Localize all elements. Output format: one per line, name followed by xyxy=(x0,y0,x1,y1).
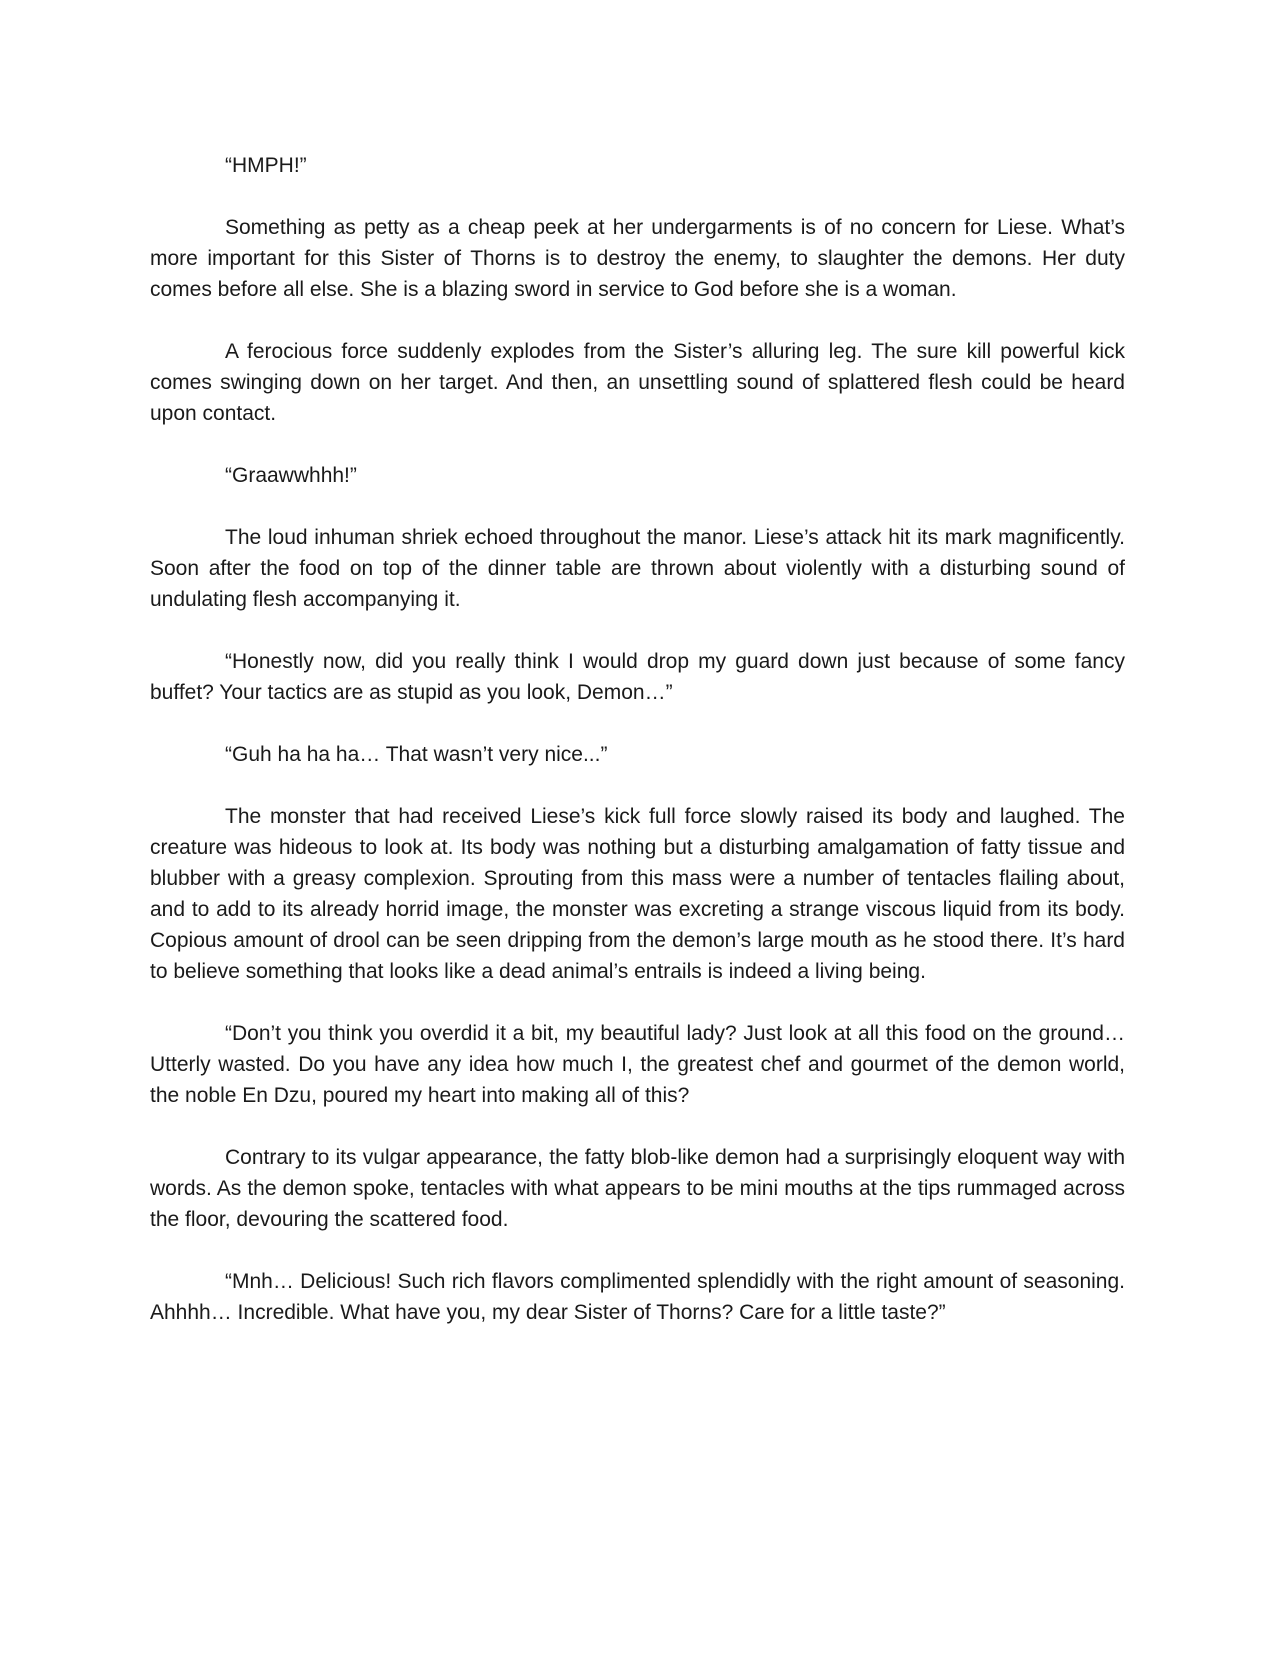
paragraph: Something as petty as a cheap peek at her undergarments is of no concern for Liese. What’s more important for this Sister of Thorns is to destroy the enemy, to slaughter the demons. Her duty comes before all else. She is a blazing sword in service to God before she is a woman. xyxy=(150,216,1125,301)
paragraph: The loud inhuman shriek echoed throughout the manor. Liese’s attack hit its mark magnificently. Soon after the food on top of the dinner table are thrown about violently with a disturbing sound of undulating flesh accompanying it. xyxy=(150,526,1125,611)
document-body xyxy=(150,150,1125,1328)
paragraph: “Don’t you think you overdid it a bit, my beautiful lady? Just look at all this food on the ground… Utterly wasted. Do you have any idea how much I, the greatest chef and gourmet of the demon world, the noble En Dzu, poured my heart into making all of this? xyxy=(150,1022,1125,1107)
paragraph: “Honestly now, did you really think I would drop my guard down just because of some fancy buffet? Your tactics are as stupid as you look, Demon…” xyxy=(150,650,1125,704)
paragraph: Contrary to its vulgar appearance, the fatty blob-like demon had a surprisingly eloquent way with words. As the demon spoke, tentacles with what appears to be mini mouths at the tips rummaged across the floor, devouring the scattered food. xyxy=(150,1146,1125,1231)
paragraph: “Mnh… Delicious! Such rich flavors complimented splendidly with the right amount of seasoning. Ahhhh… Incredible. What have you, my dear Sister of Thorns? Care for a little taste?” xyxy=(150,1270,1125,1324)
paragraph: “Graawwhhh!” xyxy=(225,464,357,487)
paragraph: “HMPH!” xyxy=(225,154,307,177)
paragraph: A ferocious force suddenly explodes from the Sister’s alluring leg. The sure kill powerful kick comes swinging down on her target. And then, an unsettling sound of splattered flesh could be heard upon contact. xyxy=(150,340,1125,425)
paragraph: The monster that had received Liese’s kick full force slowly raised its body and laughed. The creature was hideous to look at. Its body was nothing but a disturbing amalgamation of fatty tissue and blubber with a greasy complexion. Sprouting from this mass were a number of tentacles flailing about, and to add to its already horrid image, the monster was excreting a strange viscous liquid from its body. Copious amount of drool can be seen dripping from the demon’s large mouth as he stood there. It’s hard to believe something that looks like a dead animal’s entrails is indeed a living being. xyxy=(150,805,1125,983)
paragraph: “Guh ha ha ha… That wasn’t very nice...” xyxy=(225,743,608,766)
